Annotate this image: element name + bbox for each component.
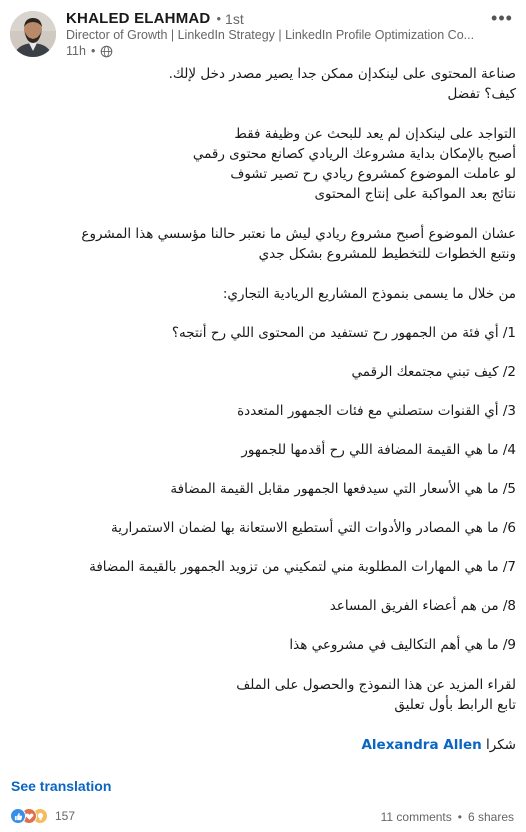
more-options-button[interactable] bbox=[488, 8, 516, 28]
author-headline: Director of Growth | LinkedIn Strategy | LinkedIn Profile Optimization Co... bbox=[66, 28, 475, 42]
reaction-count[interactable]: 157 bbox=[55, 809, 76, 823]
thanks-line bbox=[10, 735, 516, 755]
post-line: نتائج بعد المواكبة على إنتاج المحتوى bbox=[314, 186, 516, 202]
list-item: 7/ ما هي المهارات المطلوبة مني لتمكيني من تزويد الجمهور بالقيمة المضافة bbox=[89, 559, 516, 575]
post-line: عشان الموضوع أصبح مشروع ريادي ليش ما نعتبر حالنا مؤسسي هذا المشروع bbox=[81, 226, 516, 242]
list-item: 3/ أي القنوات ستصلني مع فئات الجمهور المتعددة bbox=[237, 403, 516, 419]
list-item: 5/ ما هي الأسعار التي سيدفعها الجمهور مقابل القيمة المضافة bbox=[170, 481, 516, 497]
avatar-photo bbox=[10, 11, 56, 57]
post-line: تابع الرابط بأول تعليق bbox=[394, 697, 516, 713]
avatar[interactable] bbox=[10, 11, 56, 57]
post-line: كيف؟ تفضل bbox=[447, 86, 516, 102]
see-translation-button[interactable]: See translation bbox=[11, 778, 112, 794]
social-counts bbox=[10, 806, 516, 828]
post-body bbox=[10, 64, 516, 755]
post-line: من خلال ما يسمى بنموذج المشاريع الريادية التجاري: bbox=[222, 286, 516, 302]
ellipsis-icon: ••• bbox=[491, 7, 513, 28]
like-icon bbox=[10, 808, 26, 824]
post-line: أصبح بالإمكان بداية مشروعك الريادي كصانع محتوى رقمي bbox=[192, 146, 516, 162]
post-line: ونتبع الخطوات للتخطيط للمشروع بشكل جدي bbox=[258, 246, 516, 262]
list-item: 1/ أي فئة من الجمهور رح تستفيد من المحتوى اللي رح أنتجه؟ bbox=[171, 325, 516, 341]
separator-dot: • bbox=[90, 44, 96, 58]
comments-count[interactable]: 11 comments bbox=[380, 810, 452, 824]
author-name[interactable]: KHALED ELAHMAD bbox=[66, 10, 211, 27]
post-line: لقراء المزيد عن هذا النموذج والحصول على الملف bbox=[236, 677, 516, 693]
post-time: 11h bbox=[66, 44, 86, 58]
connection-degree: 1st bbox=[225, 10, 244, 27]
list-item: 6/ ما هي المصادر والأدوات التي أستطيع الاستعانة بها لضمان الاستمرارية bbox=[111, 520, 516, 536]
list-item: 9/ ما هي أهم التكاليف في مشروعي هذا bbox=[289, 637, 516, 653]
list-item: 8/ من هم أعضاء الفريق المساعد bbox=[329, 598, 516, 614]
thanks-text: شكرا bbox=[486, 737, 516, 753]
shares-count[interactable]: 6 shares bbox=[467, 810, 514, 824]
globe-icon bbox=[100, 45, 113, 58]
post-line: التواجد على لينكدإن لم يعد للبحث عن وظيفة فقط bbox=[234, 126, 516, 142]
separator-dot: • bbox=[457, 810, 462, 824]
list-item: 2/ كيف تبني مجتمعك الرقمي bbox=[351, 364, 516, 380]
reactions-summary[interactable] bbox=[10, 808, 75, 824]
separator-dot: • bbox=[216, 11, 222, 26]
post-meta bbox=[66, 44, 113, 58]
list-item: 4/ ما هي القيمة المضافة اللي رح أقدمها للجمهور bbox=[241, 442, 516, 458]
mention-link[interactable]: Alexandra Allen bbox=[361, 737, 482, 753]
post-line: لو عاملت الموضوع كمشروع ريادي رح تصير تشوف bbox=[230, 166, 516, 182]
post-line: صناعة المحتوى على لينكدإن ممكن جدا يصير مصدر دخل لإلك. bbox=[168, 66, 516, 82]
post-header bbox=[10, 8, 520, 62]
